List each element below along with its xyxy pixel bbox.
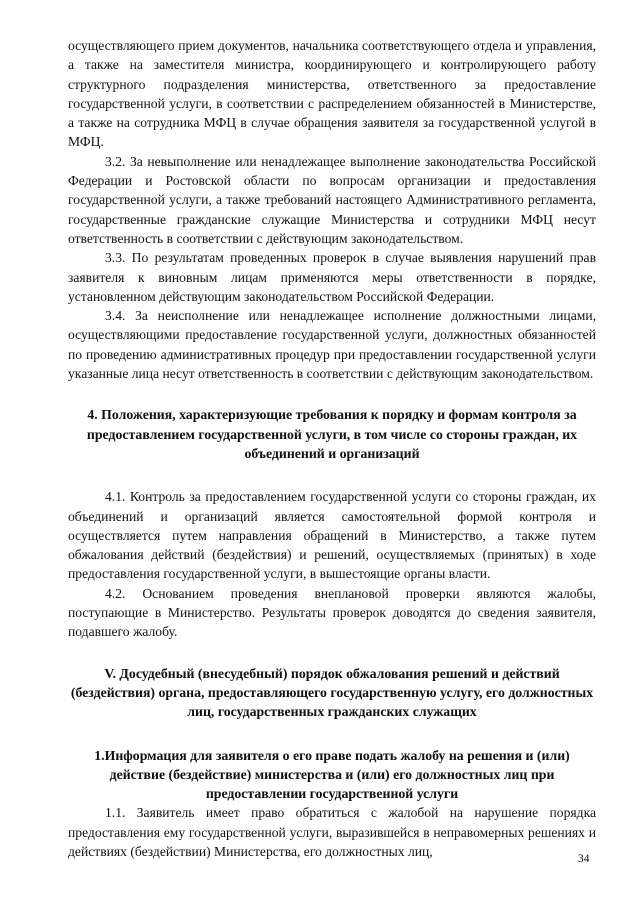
section-5-heading: V. Досудебный (внесудебный) порядок обжалования решений и действий (бездействия) органа, предоставляющего государственную услугу, его должностных лиц, государственных гражданских служащих: [70, 665, 594, 720]
subsection-1-heading: 1.Информация для заявителя о его праве подать жалобу на решения и (или) действие (бездействие) министерства и (или) его должностных лиц при предоставлении государственной услуги: [94, 747, 570, 802]
paragraph-3-2: 3.2. За невыполнение или ненадлежащее выполнение законодательства Российской Федерации и Ростовской области по вопросам организации и предоставления государственной услуги, а также требований настоящего Административного регламента, государственные гражданские служащие Министерства и сотрудники МФЦ несут ответственность в соответствии с действующим законодательством.: [68, 153, 596, 246]
paragraph-continuation: осуществляющего прием документов, начальника соответствующего отдела и управления, а также на заместителя министра, координирующего и контролирующего работу структурного подразделения министерства, ответственного за предоставление государственной услуги, в соответствии с распределением обязанностей в Министерстве, а также на сотрудника МФЦ в случае обращения заявителя за государственной услугой в МФЦ.: [68, 38, 596, 150]
document-page: [68, 36, 596, 861]
page-number: 34: [578, 853, 590, 865]
paragraph-1-1: 1.1. Заявитель имеет право обратиться с жалобой на нарушение порядка предоставления ему государственной услуги, выразившейся в неправомерных решениях и действиях (бездействии) Министерства, его должностных лиц,: [68, 805, 596, 859]
paragraph-3-3: 3.3. По результатам проведенных проверок в случае выявления нарушений прав заявителя к виновным лицам применяются меры ответственности в порядке, установленном действующим законодательством Российской Федерации.: [68, 250, 596, 304]
section-4-heading: 4. Положения, характеризующие требования к порядку и формам контроля за предоставлением государственной услуги, в том числе со стороны граждан, их объединений и организаций: [86, 407, 578, 461]
paragraph-4-1: 4.1. Контроль за предоставлением государственной услуги со стороны граждан, их объединений и организаций является самостоятельной формой контроля и осуществляется путем направления обращений в Министерство, а также путем обжалования действий (бездействия) и решений, осуществляемых (принятых) в ходе предоставления государственной услуги, в вышестоящие органы власти.: [68, 489, 596, 582]
paragraph-3-4: 3.4. За неисполнение или ненадлежащее исполнение должностными лицами, осуществляющими предоставление государственной услуги, должностных обязанностей по проведению административных процедур при предоставлении государственной услуги указанные лица несут ответственность в соответствии с действующим законодательством.: [68, 308, 596, 382]
paragraph-4-2: 4.2. Основанием проведения внеплановой проверки являются жалобы, поступающие в Министерство. Результаты проверок доводятся до сведения заявителя, подавшего жалобу.: [68, 585, 596, 640]
